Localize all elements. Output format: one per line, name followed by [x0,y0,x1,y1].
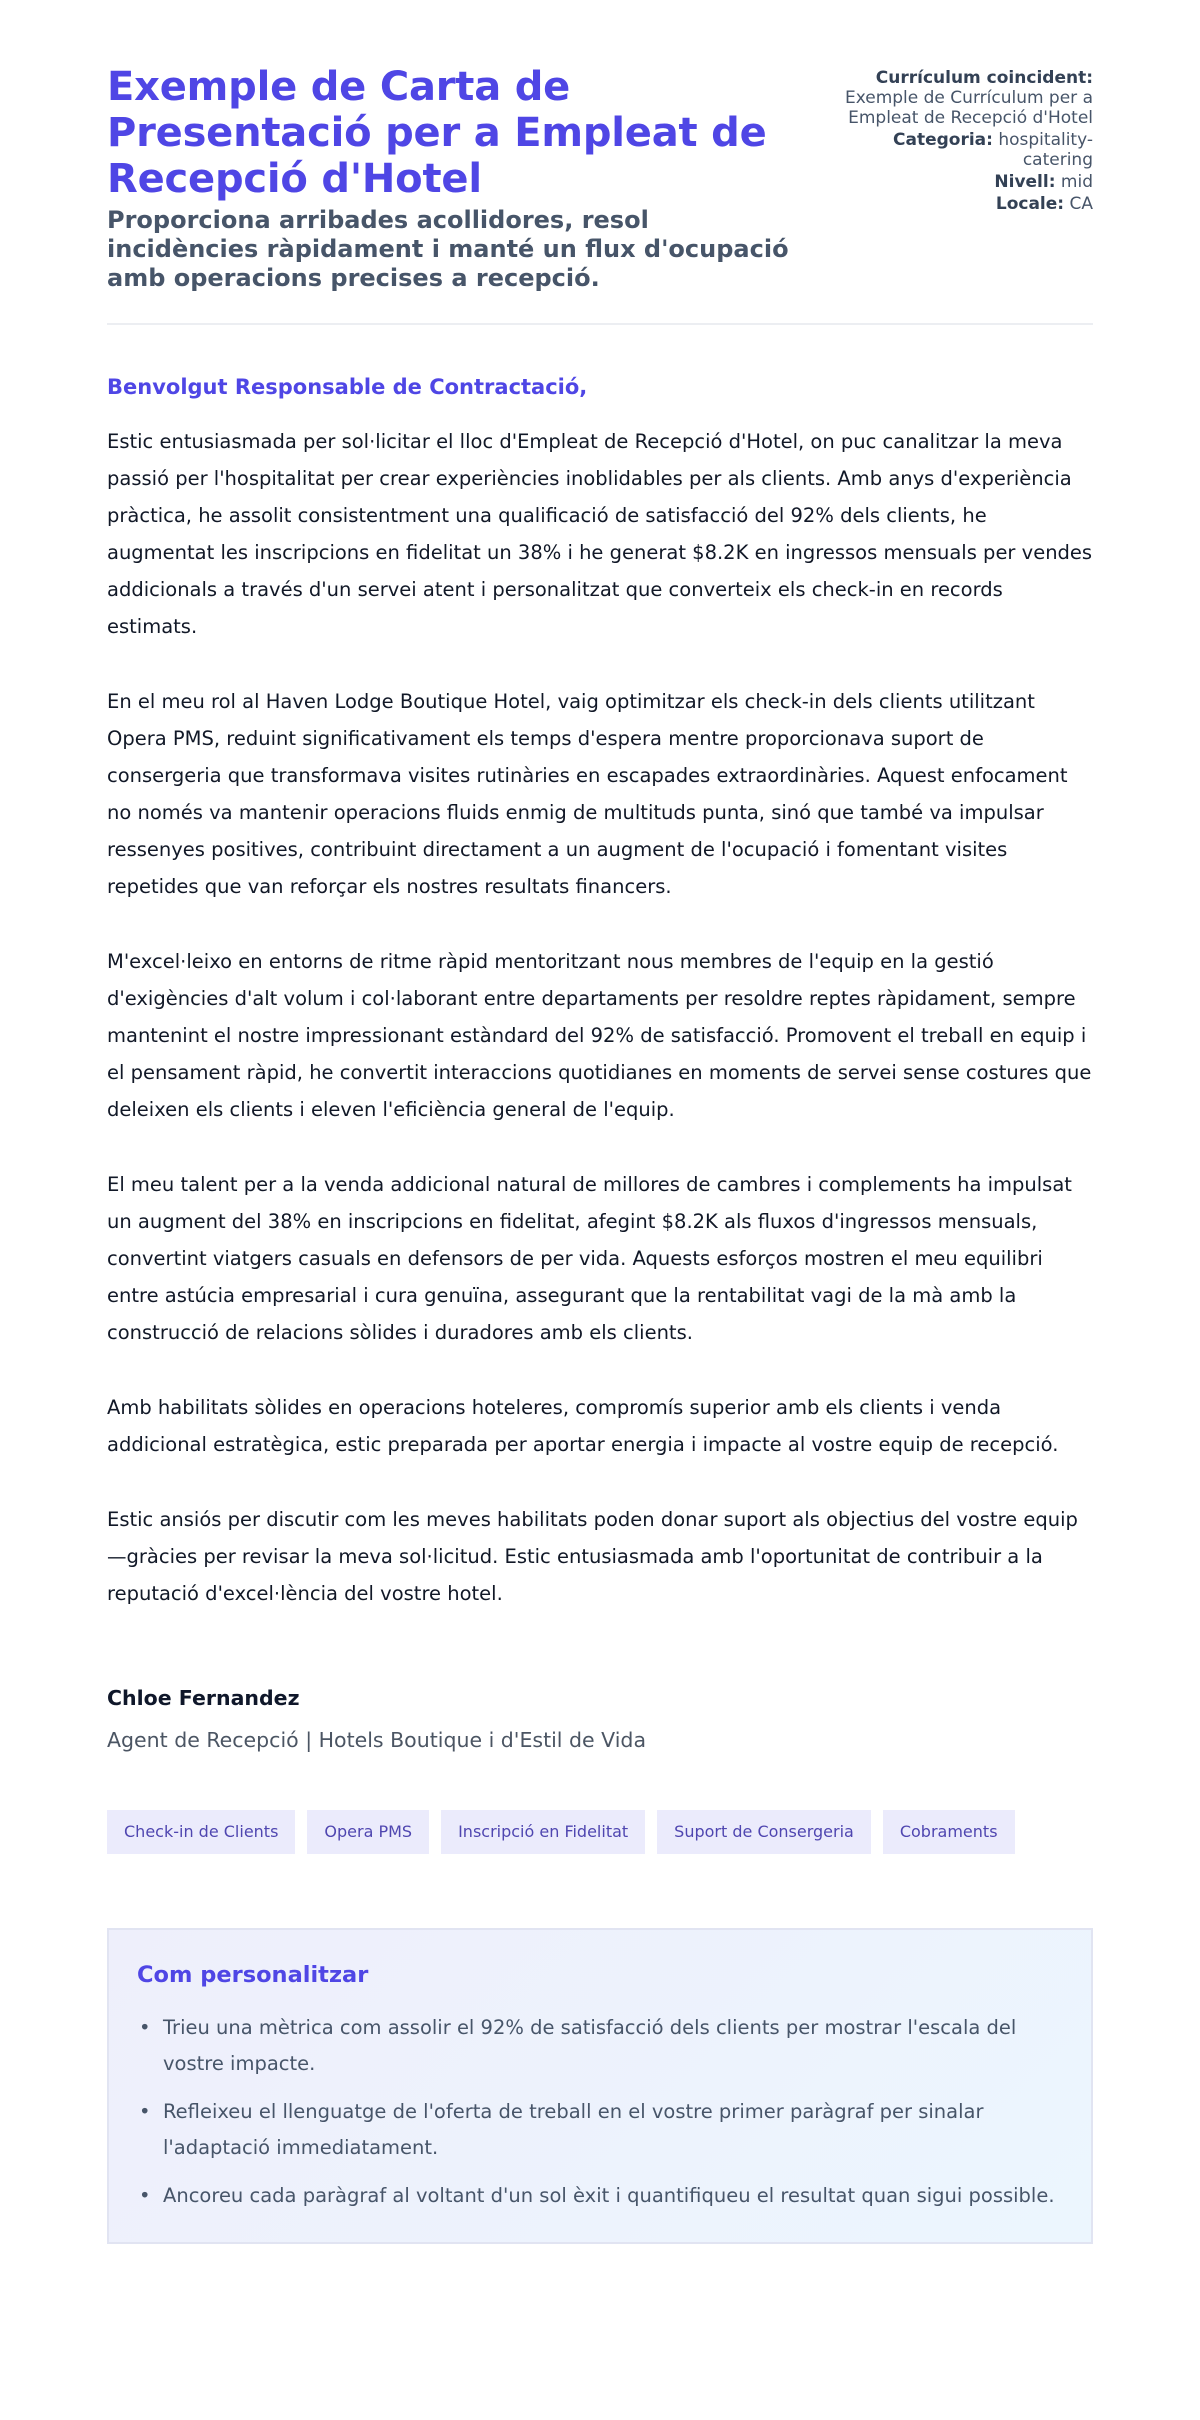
signature-name: Chloe Fernandez [107,1686,300,1710]
customization-tips-box [107,1928,1093,2244]
meta-level [833,172,1093,192]
metadata-panel [833,64,1093,216]
meta-category [833,130,1093,170]
meta-category-value: hospitality-catering [998,130,1093,170]
page-header [107,64,1093,325]
tip-text: Trieu una mètrica com assolir el 92% de satisfacció dels clients per mostrar l'escala del vostre impacte. [163,2016,1017,2075]
header-title-block [107,64,807,293]
skill-tag[interactable]: Opera PMS [307,1810,429,1854]
tip-item [139,2178,1061,2214]
bullet-icon: • [139,2016,151,2039]
letter-paragraph: En el meu rol al Haven Lodge Boutique Hotel, vaig optimitzar els check-in dels clients utilitzant Opera PMS, reduint significativament els temps d'espera mentre proporcionava suport de consergeria que transformava visites rutinàries en escapades extraordinàries. Aquest enfocament no només va mantenir operacions fluids enmig de multituds punta, sinó que també va impulsar ressenyes positives, contribuint directament a un augment de l'ocupació i fomentant visites repetides que van reforçar els nostres resultats financers. [107,690,1068,898]
meta-locale [833,194,1093,214]
letter-body [107,423,1093,1612]
letter-paragraph: Estic entusiasmada per sol·licitar el lloc d'Empleat de Recepció d'Hotel, on puc canalitzar la meva passió per l'hospitalitat per crear experiències inoblidables per als clients. Amb anys d'experiència pràctica, he assolit consistentment una qualificació de satisfacció del 92% dels clients, he augmentat les inscripcions en fidelitat un 38% i he generat $8.2K en ingressos mensuals per vendes addicionals a través d'un servei atent i personalitzat que converteix els check-in en records estimats. [107,430,1093,638]
tip-text: Ancoreu cada paràgraf al voltant d'un sol èxit i quantifiqueu el resultat quan sigui possible. [163,2184,1055,2207]
meta-resume-value: Exemple de Currículum per a Empleat de Recepció d'Hotel [844,88,1093,128]
cover-letter-page [107,0,1093,2310]
tip-text: Refleixeu el llenguatge de l'oferta de treball en el vostre primer paràgraf per sinalar l'adaptació immediatament. [163,2100,984,2159]
meta-resume-label: Currículum coincident: [875,68,1093,88]
meta-locale-label: Locale: [995,194,1065,214]
skill-tag[interactable]: Cobraments [883,1810,1015,1854]
letter-paragraph: Estic ansiós per discutir com les meves habilitats poden donar suport als objectius del vostre equip—gràcies per revisar la meva sol·licitud. Estic entusiasmada amb l'oportunitat de contribuir a la reputació d'excel·lència del vostre hotel. [107,1508,1078,1605]
meta-level-value: mid [1060,172,1093,192]
letter-paragraph: Amb habilitats sòlides en operacions hoteleres, compromís superior amb els clients i venda addicional estratègica, estic preparada per aportar energia i impacte al vostre equip de recepció. [107,1396,1059,1456]
bullet-icon: • [139,2184,151,2207]
page-title: Exemple de Carta de Presentació per a Empleat de Recepció d'Hotel [107,64,767,202]
letter-paragraph: El meu talent per a la venda addicional natural de millores de cambres i complements ha impulsat un augment del 38% en inscripcions en fidelitat, afegint $8.2K als fluxos d'ingressos mensuals, convertint viatgers casuals en defensors de per vida. Aquests esforços mostren el meu equilibri entre astúcia empresarial i cura genuïna, assegurant que la rentabilitat vagi de la mà amb la construcció de relacions sòlides i duradores amb els clients. [107,1173,1072,1344]
tips-title: Com personalitzar [137,1962,369,1988]
signature-title: Agent de Recepció | Hotels Boutique i d'Estil de Vida [107,1728,647,1752]
skill-tags [107,1810,1093,1854]
meta-locale-value: CA [1069,194,1093,214]
meta-matching-resume [833,68,1093,128]
tip-item [139,2094,1061,2166]
signature-block [107,1684,1093,1754]
skill-tag[interactable]: Suport de Consergeria [657,1810,871,1854]
page-subtitle: Proporciona arribades acollidores, resol incidències ràpidament i manté un flux d'ocupació amb operacions precises a recepció. [107,206,789,292]
letter-paragraph: M'excel·leixo en entorns de ritme ràpid mentoritzant nous membres de l'equip en la gestió d'exigències d'alt volum i col·laborant entre departaments per resoldre reptes ràpidament, sempre mantenint el nostre impressionant estàndard del 92% de satisfacció. Promovent el treball en equip i el pensament ràpid, he convertit interaccions quotidianes en moments de servei sense costures que deleixen els clients i eleven l'eficiència general de l'equip. [107,950,1092,1121]
meta-category-label: Categoria: [893,130,993,150]
letter-salutation: Benvolgut Responsable de Contractació, [107,375,588,399]
tip-item [139,2010,1061,2082]
tips-list [137,2010,1061,2214]
meta-level-label: Nivell: [994,172,1056,192]
skill-tag[interactable]: Inscripció en Fidelitat [441,1810,645,1854]
bullet-icon: • [139,2100,151,2123]
skill-tag[interactable]: Check-in de Clients [107,1810,295,1854]
